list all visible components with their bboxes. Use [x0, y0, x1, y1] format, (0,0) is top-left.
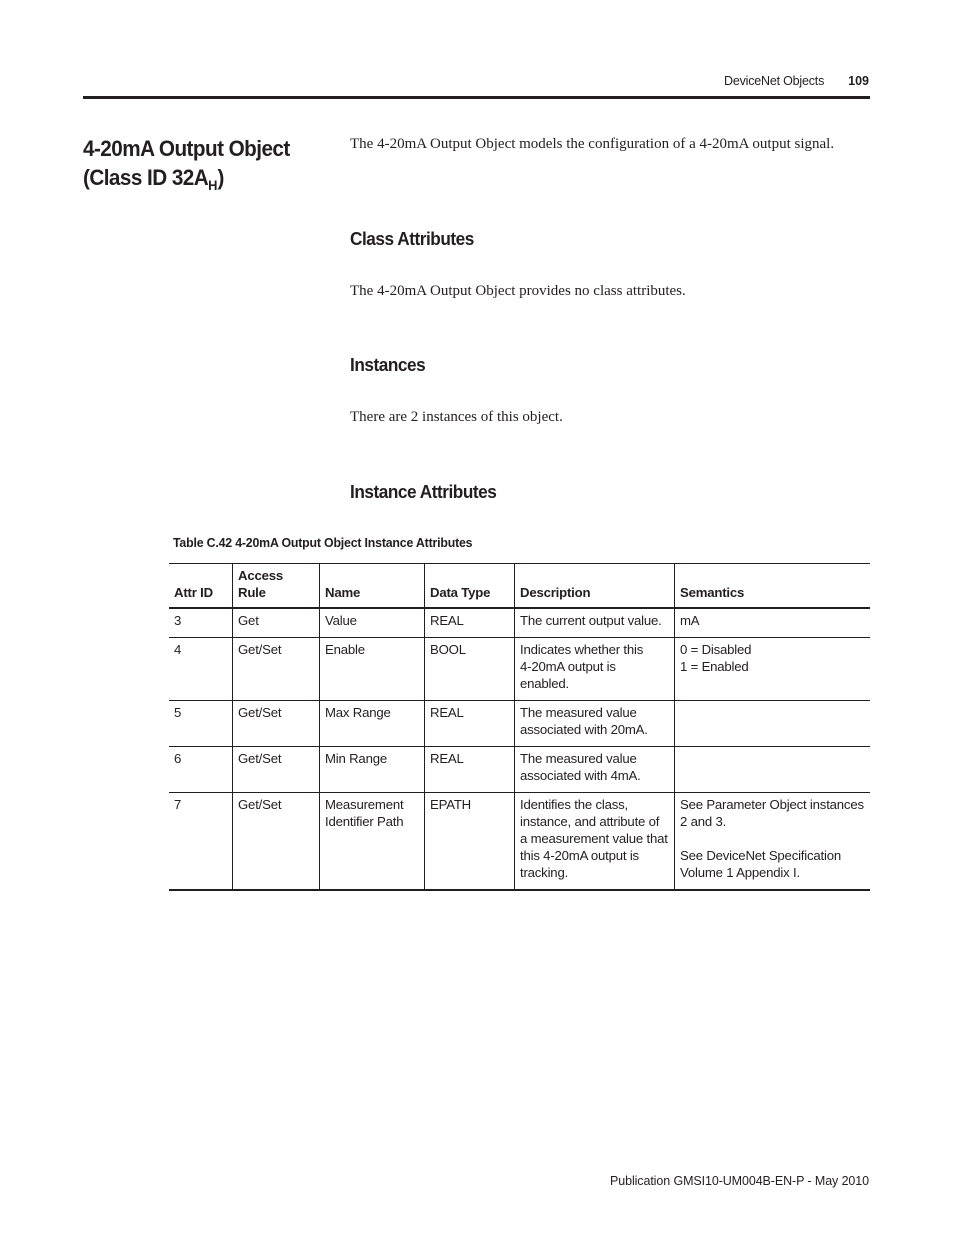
class-attributes-text: The 4-20mA Output Object provides no class attributes.	[350, 283, 686, 299]
table-header-row	[169, 564, 870, 609]
page-title-main: 4-20mA Output Object (Class ID 32A	[83, 136, 290, 190]
table-cell: Get/Set	[233, 747, 320, 793]
instances-text: There are 2 instances of this object.	[350, 409, 563, 425]
table-row	[169, 793, 870, 891]
table-cell: 3	[174, 613, 182, 628]
table-cell: Get	[233, 608, 320, 638]
table-cell: Indicates whether this 4-20mA output is enabled.	[515, 638, 675, 701]
column-header: Attr ID	[174, 585, 213, 600]
table-cell: Enable	[320, 638, 425, 701]
table-cell: Identifies the class, instance, and attribute of a measurement value that this 4-20mA output is tracking.	[515, 793, 675, 891]
table-cell: 4	[174, 642, 182, 657]
table-cell: REAL	[425, 608, 515, 638]
table-cell	[675, 701, 871, 747]
publication-footer: Publication GMSI10-UM004B-EN-P - May 2010	[610, 1174, 869, 1188]
table-cell: See Parameter Object instances 2 and 3. See DeviceNet Specification Volume 1 Appendix I.	[675, 793, 871, 891]
table-row	[169, 638, 870, 701]
table-cell: The measured value associated with 20mA.	[515, 701, 675, 747]
column-header: Data Type	[425, 564, 515, 609]
table-cell: 7	[174, 797, 182, 812]
running-header-section: DeviceNet Objects	[724, 74, 825, 88]
instance-attributes-table	[169, 563, 870, 891]
column-header: Access Rule	[233, 564, 320, 609]
table-cell: Get/Set	[233, 638, 320, 701]
table-row	[169, 608, 870, 638]
column-header: Description	[515, 564, 675, 609]
table-cell: 0 = Disabled 1 = Enabled	[675, 638, 871, 701]
table-cell: Get/Set	[233, 701, 320, 747]
page-title-close: )	[217, 165, 224, 190]
table-cell: The current output value.	[515, 608, 675, 638]
table-cell: Measurement Identifier Path	[320, 793, 425, 891]
table-cell	[675, 747, 871, 793]
table-cell: mA	[675, 608, 871, 638]
table-cell: Get/Set	[233, 793, 320, 891]
instances-heading: Instances	[350, 354, 426, 375]
table-cell: The measured value associated with 4mA.	[515, 747, 675, 793]
running-header	[724, 74, 869, 88]
table-cell: BOOL	[425, 638, 515, 701]
table-caption: Table C.42 4-20mA Output Object Instance Attributes	[173, 535, 473, 550]
table-cell: 5	[174, 705, 182, 720]
table-row	[169, 701, 870, 747]
page-title	[83, 134, 295, 200]
instance-attributes-heading: Instance Attributes	[350, 481, 497, 502]
table-cell: Max Range	[320, 701, 425, 747]
page-number: 109	[848, 74, 869, 88]
table-cell: REAL	[425, 747, 515, 793]
table-row	[169, 747, 870, 793]
table-cell: 6	[174, 751, 182, 766]
page-title-subscript: H	[208, 177, 218, 193]
table-cell: EPATH	[425, 793, 515, 891]
table-cell: Value	[320, 608, 425, 638]
intro-paragraph: The 4-20mA Output Object models the configuration of a 4-20mA output signal.	[350, 136, 835, 152]
column-header: Name	[320, 564, 425, 609]
table-cell: Min Range	[320, 747, 425, 793]
class-attributes-heading: Class Attributes	[350, 228, 474, 249]
header-rule	[83, 96, 870, 99]
table-cell: REAL	[425, 701, 515, 747]
column-header: Semantics	[675, 564, 871, 609]
